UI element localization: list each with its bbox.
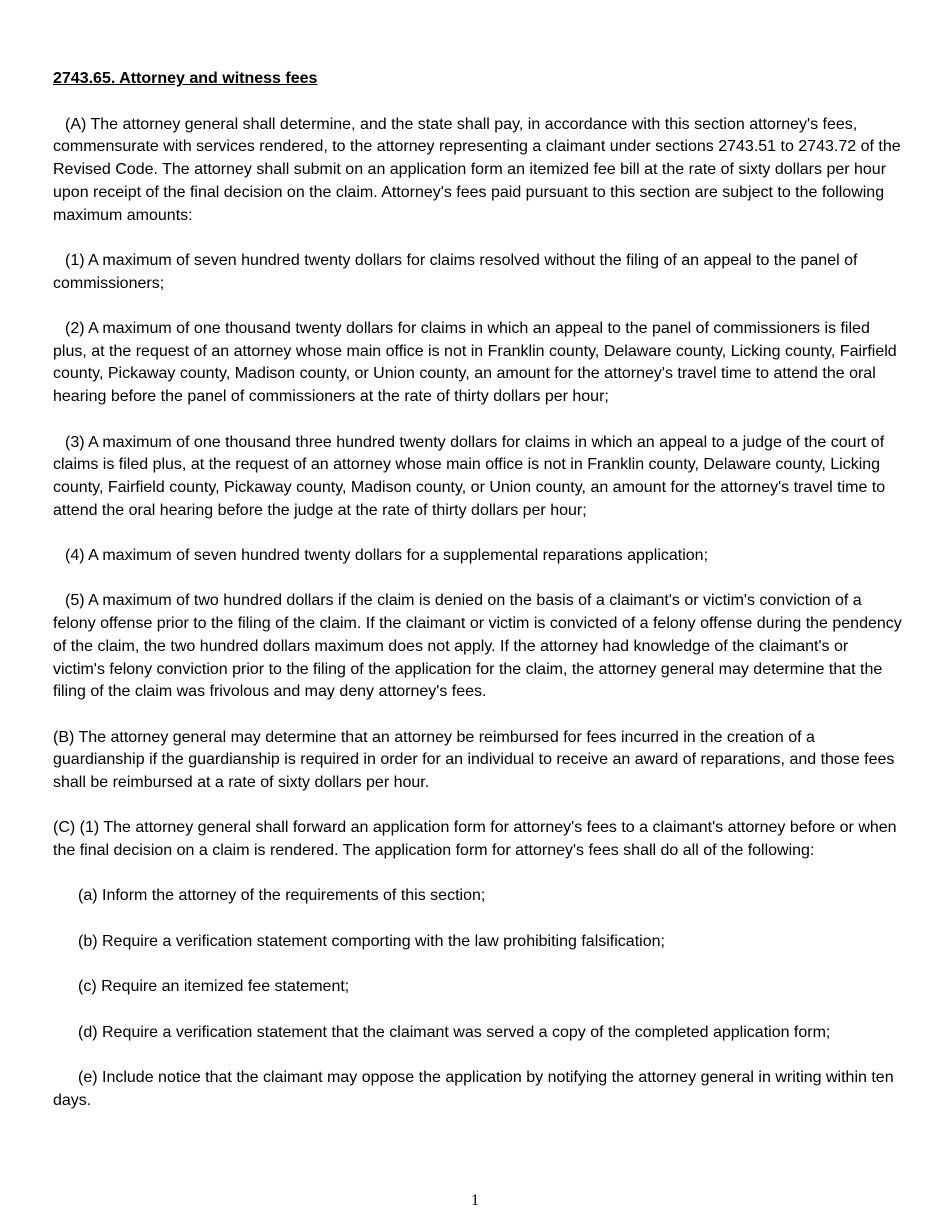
- paragraph-c-1-d: (d) Require a verification statement that the claimant was served a copy of the completed application form;: [78, 1023, 831, 1041]
- paragraph-c-1-e: (e) Include notice that the claimant may oppose the application by notifying the attorney general in writing within ten days.: [53, 1069, 894, 1109]
- paragraph-a-1: (1) A maximum of seven hundred twenty dollars for claims resolved without the filing of an appeal to the panel of commissioners;: [53, 251, 858, 292]
- page-number: 1: [471, 1192, 479, 1209]
- paragraph-c-1-c: (c) Require an itemized fee statement;: [78, 978, 350, 996]
- section-title: 2743.65. Attorney and witness fees: [53, 70, 318, 87]
- paragraph-c-1: (C) (1) The attorney general shall forward an application form for attorney's fees to a claimant's attorney before or when the final decision on a claim is rendered. The application form for attorney's fees shall do all of the following:: [53, 819, 897, 860]
- paragraph-b: (B) The attorney general may determine that an attorney be reimbursed for fees incurred in the creation of a guardianship if the guardianship is required in order for an individual to receive an award of reparations, and those fees shall be reimbursed at a rate of sixty dollars per hour.: [53, 728, 895, 791]
- paragraph-a-5: (5) A maximum of two hundred dollars if the claim is denied on the basis of a claimant's or victim's conviction of a felony offense prior to the filing of the claim. If the claimant or victim is convicted of a felony offense during the pendency of the claim, the two hundred dollars maximum does not apply. If the attorney had knowledge of the claimant's or victim's felony conviction prior to the filing of the application for the claim, the attorney general may determine that the filing of the claim was frivolous and may deny attorney's fees.: [53, 592, 902, 701]
- document-body: [53, 68, 903, 1135]
- paragraph-a-3: (3) A maximum of one thousand three hundred twenty dollars for claims in which an appeal to a judge of the court of claims is filed plus, at the request of an attorney whose main office is not in Franklin county, Delaware county, Licking county, Fairfield county, Pickaway county, Madison county, or Union county, an amount for the attorney's travel time to attend the oral hearing before the judge at the rate of thirty dollars per hour;: [53, 433, 886, 519]
- paragraph-a: (A) The attorney general shall determine, and the state shall pay, in accordance with this section attorney's fees, commensurate with services rendered, to the attorney representing a claimant under sections 2743.51 to 2743.72 of the Revised Code. The attorney shall submit on an application form an itemized fee bill at the rate of sixty dollars per hour upon receipt of the final decision on the claim. Attorney's fees paid pursuant to this section are subject to the following maximum amounts:: [53, 115, 901, 224]
- paragraph-c-1-a: (a) Inform the attorney of the requirements of this section;: [78, 887, 486, 905]
- paragraph-a-4: (4) A maximum of seven hundred twenty dollars for a supplemental reparations application;: [65, 547, 709, 564]
- paragraph-c-1-b: (b) Require a verification statement comporting with the law prohibiting falsification;: [78, 932, 665, 950]
- paragraph-a-2: (2) A maximum of one thousand twenty dollars for claims in which an appeal to the panel of commissioners is filed plus, at the request of an attorney whose main office is not in Franklin county, Delaware county, Licking county, Fairfield county, Pickaway county, Madison county, or Union county, an amount for the attorney's travel time to attend the oral hearing before the panel of commissioners at the rate of thirty dollars per hour;: [53, 320, 897, 406]
